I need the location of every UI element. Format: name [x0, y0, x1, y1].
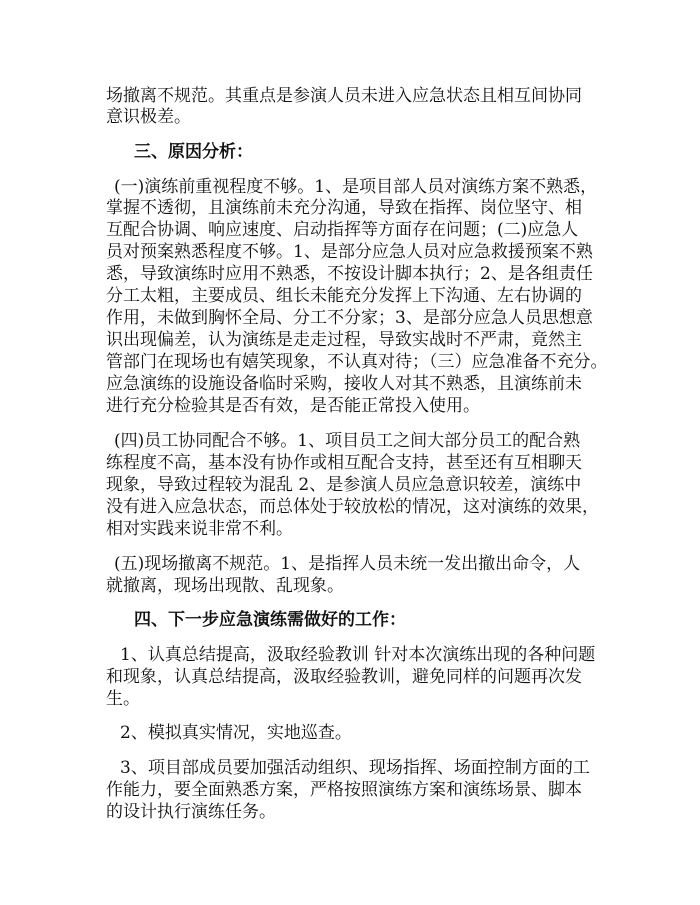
- paragraph-line: 现象，导致过程较为混乱 2、是参演人员应急意识较差，演练中: [106, 475, 582, 495]
- paragraph-line: 悉，导致演练时应用不熟悉，不按设计脚本执行；2、是各组责任: [106, 264, 593, 284]
- paragraph-line: 练程度不高，基本没有协作或相互配合支持，甚至还有互相聊天: [106, 453, 582, 473]
- paragraph-line: 作用，未做到胸怀全局、分工不分家；3、是部分应急人员思想意: [106, 308, 593, 328]
- paragraph-line: 应急演练的设施设备临时采购，接收人对其不熟悉，且演练前未: [106, 374, 582, 394]
- paragraph-line: 互配合协调、响应速度、启动指挥等方面存在问题；(二)应急人: [106, 220, 579, 240]
- paragraph-line: 1、认真总结提高，汲取经验教训 针对本次演练出现的各种问题: [120, 645, 596, 665]
- paragraph-line: (五)现场撤离不规范。1、是指挥人员未统一发出撤出命令，人: [114, 554, 581, 574]
- paragraph-line: 掌握不透彻，且演练前未充分沟通，导致在指挥、岗位坚守、相: [106, 198, 582, 218]
- paragraph-line: 员对预案熟悉程度不够。1、是部分应急人员对应急救援预案不熟: [106, 242, 593, 262]
- paragraph-line: 就撤离，现场出现散、乱现象。: [106, 576, 344, 596]
- paragraph-line: (四)员工协同配合不够。1、项目员工之间大部分员工的配合熟: [114, 431, 581, 451]
- section-heading-next-steps: 四、下一步应急演练需做好的工作：: [134, 610, 406, 630]
- section-heading-analysis: 三、原因分析：: [134, 142, 253, 162]
- paragraph-line: 2、模拟真实情况，实地巡查。: [120, 723, 352, 743]
- paragraph-line: 的设计执行演练任务。: [106, 802, 276, 822]
- paragraph-line: 相对实践来说非常不利。: [106, 519, 293, 539]
- paragraph-line: 管部门在现场也有嬉笑现象，不认真对待；（三）应急准备不充分。: [106, 352, 608, 372]
- paragraph-line: (一)演练前重视程度不够。1、是项目部人员对演练方案不熟悉，: [114, 177, 598, 197]
- paragraph-line: 意识极差。: [106, 107, 191, 127]
- paragraph-line: 3、项目部成员要加强活动组织、现场指挥、场面控制方面的工: [120, 758, 590, 778]
- paragraph-line: 分工太粗，主要成员、组长未能充分发挥上下沟通、左右协调的: [106, 286, 582, 306]
- paragraph-line: 作能力，要全面熟悉方案，严格按照演练方案和演练场景、脚本: [106, 780, 582, 800]
- paragraph-line: 场撤离不规范。其重点是参演人员未进入应急状态且相互间协同: [106, 86, 582, 106]
- paragraph-line: 进行充分检验其是否有效，是否能正常投入使用。: [106, 396, 480, 416]
- paragraph-line: 没有进入应急状态，而总体处于较放松的情况，这对演练的效果，: [106, 497, 599, 517]
- paragraph-line: 生。: [106, 689, 140, 709]
- paragraph-line: 识出现偏差，认为演练是走走过程，导致实战时不严肃，竟然主: [106, 330, 582, 350]
- paragraph-line: 和现象，认真总结提高，汲取经验教训，避免同样的问题再次发: [106, 667, 582, 687]
